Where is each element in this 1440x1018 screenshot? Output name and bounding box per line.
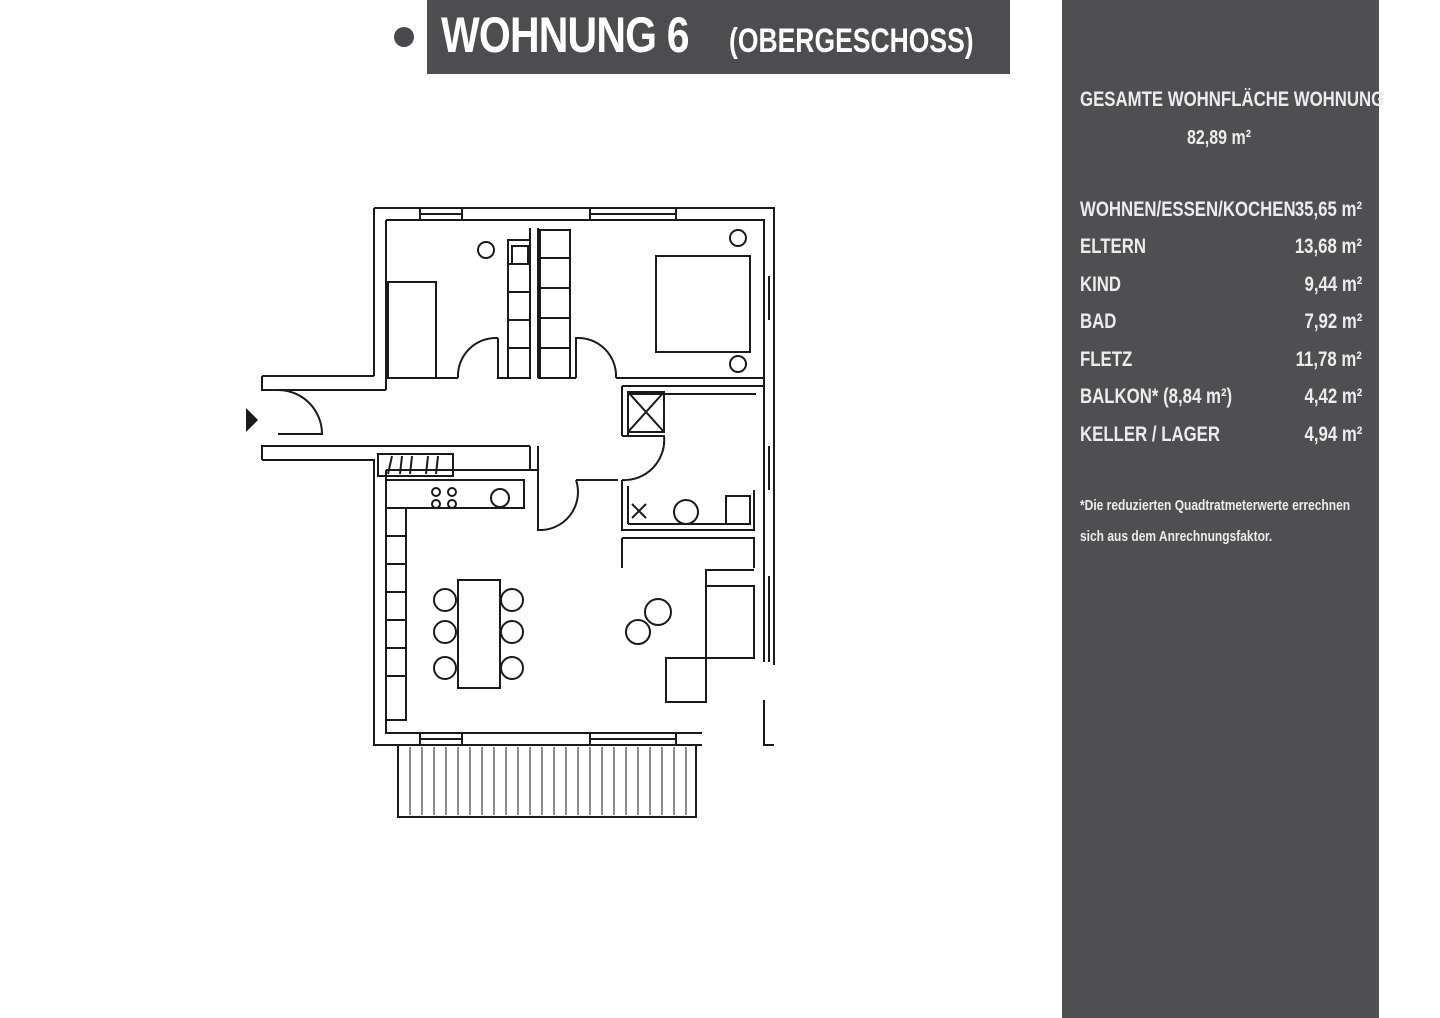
area-row-label: WOHNEN/ESSEN/KOCHEN	[1080, 198, 1296, 221]
area-row-label: ELTERN	[1080, 235, 1146, 258]
area-row-label: KELLER / LAGER	[1080, 423, 1221, 446]
area-row	[1080, 198, 1362, 224]
footnote-line-2: sich aus dem Anrechnungsfaktor.	[1080, 528, 1273, 545]
title-banner	[427, 0, 1010, 74]
area-row-value: 7,92 m²	[1304, 310, 1362, 333]
area-row-value: 4,42 m²	[1304, 385, 1362, 408]
area-row	[1080, 273, 1362, 299]
page-subtitle: (OBERGESCHOSS)	[729, 22, 974, 60]
area-row-value: 35,65 m²	[1294, 198, 1362, 221]
area-row	[1080, 310, 1362, 336]
total-area-label: GESAMTE WOHNFLÄCHE WOHNUNG	[1080, 88, 1385, 111]
area-row-value: 9,44 m²	[1304, 273, 1362, 296]
area-row-label: FLETZ	[1080, 348, 1133, 371]
area-row-label: KIND	[1080, 273, 1122, 296]
area-row-value: 4,94 m²	[1304, 423, 1362, 446]
page-title: WOHNUNG 6	[441, 7, 689, 63]
area-row	[1080, 423, 1362, 449]
area-row	[1080, 385, 1362, 411]
area-row-label: BALKON* (8,84 m²)	[1080, 385, 1233, 408]
title-bullet	[394, 27, 414, 47]
footnote-line-1: *Die reduzierten Quadtratmeterwerte errechnen	[1080, 497, 1351, 514]
area-row-value: 11,78 m²	[1295, 348, 1362, 371]
area-row-value: 13,68 m²	[1294, 235, 1362, 258]
area-row	[1080, 348, 1362, 374]
area-summary-panel	[1062, 0, 1385, 1018]
total-area-value: 82,89 m²	[1187, 127, 1252, 149]
area-row	[1080, 235, 1362, 261]
area-row-label: BAD	[1080, 310, 1117, 333]
floor-plan	[240, 200, 800, 830]
